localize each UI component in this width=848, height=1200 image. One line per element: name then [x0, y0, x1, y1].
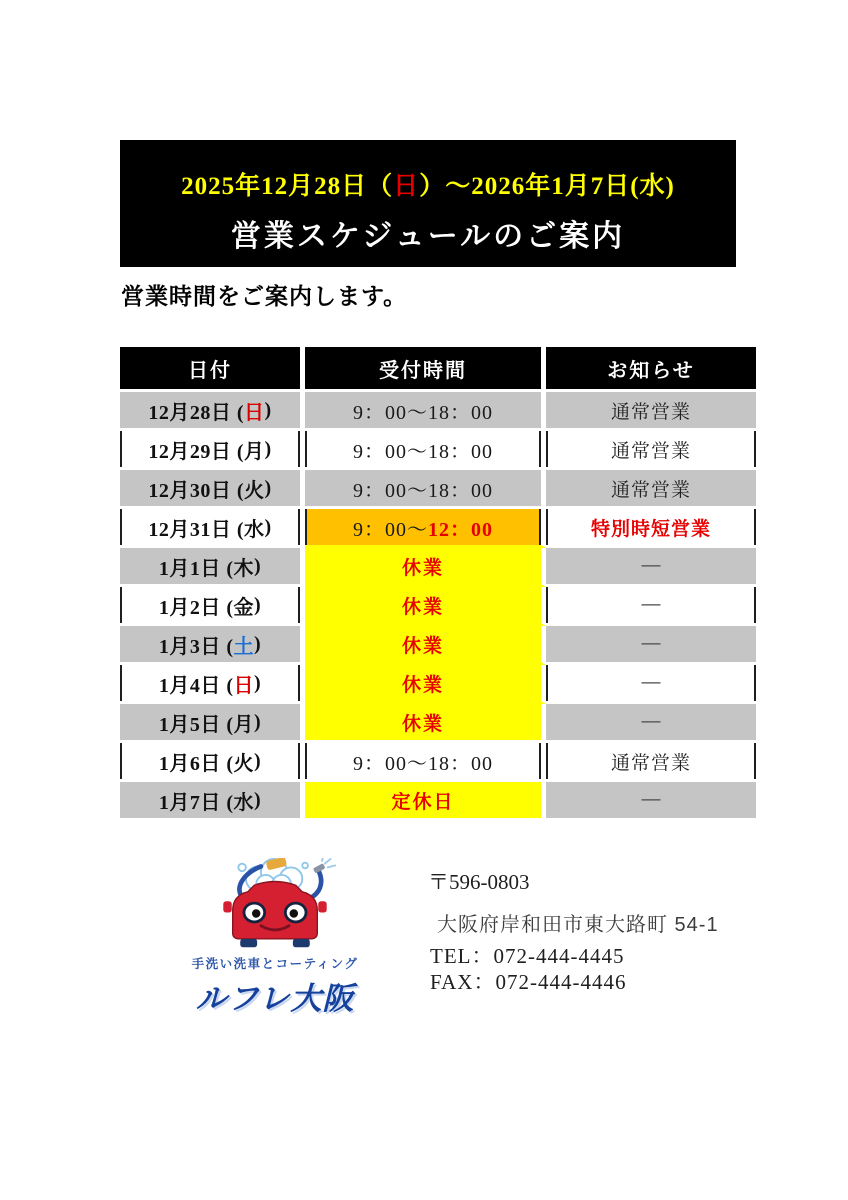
notice-cell: [546, 509, 756, 548]
notice-cell: [546, 665, 756, 704]
date-cell: [120, 509, 305, 548]
notice-label: —: [641, 789, 661, 810]
schedule-table: [120, 347, 756, 821]
closed-label: 休業: [401, 635, 444, 657]
banner-date-range: [120, 140, 736, 202]
date-label: 12月30日 (: [148, 479, 244, 502]
time-cell: [305, 665, 546, 704]
weekday-label: 火: [244, 479, 265, 502]
notice-label: 特別時短営業: [590, 518, 711, 540]
table-header-row: [120, 347, 756, 392]
time-label: 9：00～18：00: [353, 479, 493, 502]
notice-label: 通常営業: [610, 752, 691, 774]
table-row: [120, 509, 756, 548]
closed-label: 休業: [401, 674, 444, 696]
date-label-close: ): [254, 710, 262, 733]
notice-label: —: [641, 633, 661, 654]
weekday-label: 月: [244, 440, 265, 463]
time-label: 9：00～18：00: [353, 752, 493, 775]
time-label: 9：00～18：00: [353, 440, 493, 463]
time-cell: [305, 548, 546, 587]
time-cell: [305, 704, 546, 743]
header-label-time: 受付時間: [379, 359, 467, 382]
notice-cell: [546, 470, 756, 509]
date-label-close: ): [254, 632, 262, 655]
weekday-label: 日: [244, 401, 265, 424]
table-row: [120, 431, 756, 470]
date-label: 12月29日 (: [148, 440, 244, 463]
date-label: 1月6日 (: [158, 752, 234, 775]
company-logo: [190, 858, 360, 1018]
weekday-label: 水: [233, 791, 254, 814]
time-label: 9：00～18：00: [353, 401, 493, 424]
address: 大阪府岸和田市東大路町 54-1: [437, 914, 719, 936]
header-label-notice: お知らせ: [607, 359, 695, 382]
time-cell: [305, 782, 546, 821]
notice-cell: [546, 548, 756, 587]
notice-label: —: [641, 555, 661, 576]
notice-label: —: [641, 672, 661, 693]
date-cell: [120, 782, 305, 821]
banner-date-suffix: ）～2026年1月7日(水): [419, 173, 675, 200]
intro-text: 営業時間をご案内します。: [121, 283, 408, 309]
banner-subtitle: 営業スケジュールのご案内: [230, 220, 626, 253]
date-label: 1月4日 (: [158, 674, 234, 697]
date-label: 1月3日 (: [158, 635, 234, 658]
time-cell: [305, 470, 546, 509]
notice-label: —: [641, 594, 661, 615]
header-cell-notice: [546, 347, 756, 392]
time-part: 12：00: [428, 518, 493, 541]
header-label-date: 日付: [188, 359, 232, 382]
date-label-close: ): [264, 398, 272, 421]
closed-label: 休業: [401, 713, 444, 735]
table-row: [120, 587, 756, 626]
logo-tagline: 手洗い洗車とコーティング: [191, 957, 359, 971]
date-cell: [120, 548, 305, 587]
header-cell-date: [120, 347, 305, 392]
banner-date-prefix: 2025年12月28日（: [181, 173, 394, 200]
table-row: [120, 548, 756, 587]
table-row: [120, 392, 756, 431]
table-row: [120, 470, 756, 509]
schedule-table-body: [120, 392, 756, 821]
date-label: 1月1日 (: [158, 557, 234, 580]
time-cell: [305, 431, 546, 470]
banner: [120, 140, 736, 267]
date-cell: [120, 665, 305, 704]
notice-label: 通常営業: [610, 440, 691, 462]
date-label-close: ): [254, 671, 262, 694]
date-label-close: ): [254, 593, 262, 616]
table-row: [120, 665, 756, 704]
notice-label: —: [641, 711, 661, 732]
notice-cell: [546, 782, 756, 821]
weekday-label: 水: [244, 518, 265, 541]
table-row: [120, 743, 756, 782]
weekday-label: 月: [233, 713, 254, 736]
date-label-close: ): [254, 554, 262, 577]
weekday-label: 金: [233, 596, 254, 619]
date-cell: [120, 470, 305, 509]
date-label: 1月5日 (: [158, 713, 234, 736]
time-cell: [305, 587, 546, 626]
notice-cell: [546, 626, 756, 665]
weekday-label: 日: [233, 674, 254, 697]
closed-label: 定休日: [391, 791, 455, 813]
time-cell: [305, 743, 546, 782]
fax-number: FAX：072-444-4446: [430, 970, 627, 994]
date-cell: [120, 431, 305, 470]
notice-cell: [546, 743, 756, 782]
notice-cell: [546, 431, 756, 470]
closed-label: 休業: [401, 596, 444, 618]
date-label: 1月2日 (: [158, 596, 234, 619]
logo-brand: ルフレ大阪: [195, 981, 355, 1016]
date-label-close: ): [264, 515, 272, 538]
header-cell-time: [305, 347, 546, 392]
date-cell: [120, 626, 305, 665]
postal-code: 〒596-0803: [428, 870, 530, 894]
table-row: [120, 704, 756, 743]
date-cell: [120, 587, 305, 626]
date-cell: [120, 704, 305, 743]
date-label: 12月31日 (: [148, 518, 244, 541]
weekday-label: 木: [233, 557, 254, 580]
notice-cell: [546, 704, 756, 743]
weekday-label: 土: [233, 635, 254, 658]
date-label-close: ): [264, 437, 272, 460]
banner-sunday-char: 日: [393, 173, 420, 200]
date-cell: [120, 392, 305, 431]
date-label-close: ): [254, 749, 262, 772]
time-cell: [305, 392, 546, 431]
date-label: 12月28日 (: [148, 401, 244, 424]
table-row: [120, 626, 756, 665]
time-cell: [305, 509, 546, 548]
notice-cell: [546, 392, 756, 431]
car-wash-logo-icon: [200, 858, 350, 952]
table-row: [120, 782, 756, 821]
closed-label: 休業: [401, 557, 444, 579]
notice-label: 通常営業: [610, 401, 691, 423]
time-part: 9：00～: [353, 518, 428, 541]
time-cell: [305, 626, 546, 665]
date-label-close: ): [254, 788, 262, 811]
date-cell: [120, 743, 305, 782]
date-label-close: ): [264, 476, 272, 499]
date-label: 1月7日 (: [158, 791, 234, 814]
notice-label: 通常営業: [610, 479, 691, 501]
weekday-label: 火: [233, 752, 254, 775]
notice-cell: [546, 587, 756, 626]
tel-number: TEL：072-444-4445: [430, 944, 625, 968]
